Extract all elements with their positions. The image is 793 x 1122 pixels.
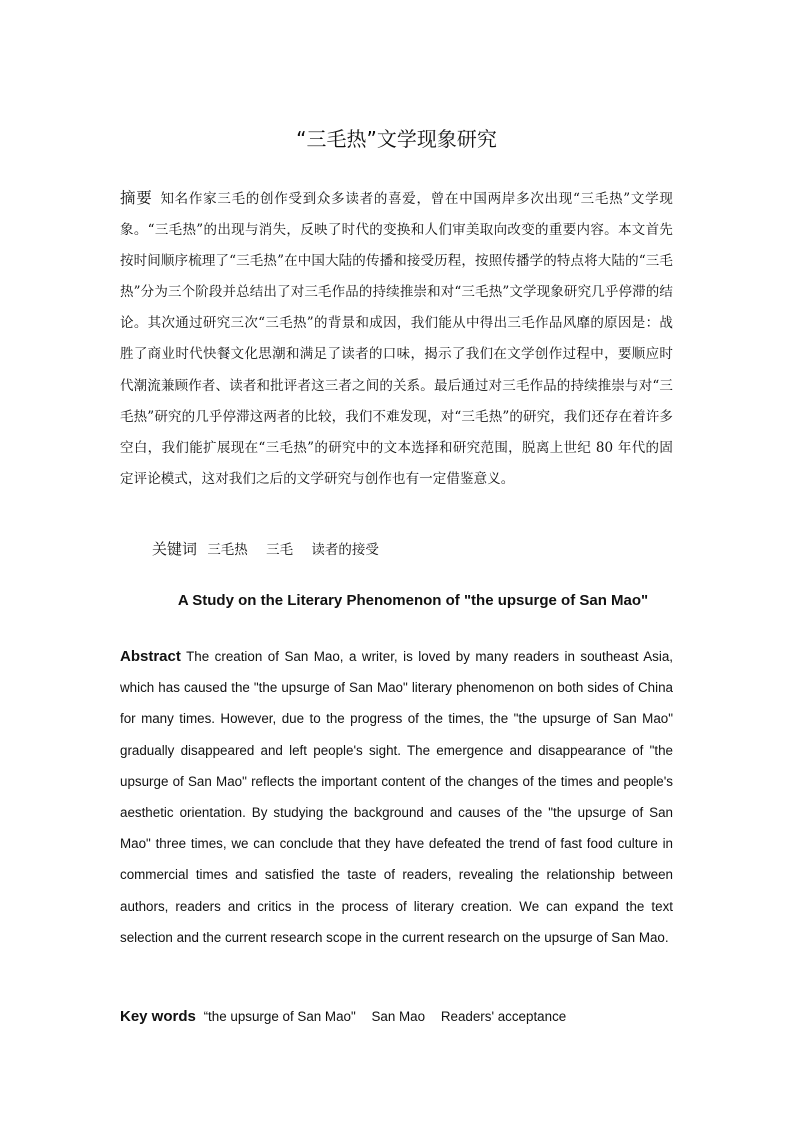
english-title: A Study on the Literary Phenomenon of "the upsurge of San Mao" xyxy=(177,592,649,609)
chinese-keyword: 读者的接受 xyxy=(311,542,379,558)
chinese-abstract-label: 摘要 xyxy=(120,189,153,207)
english-keyword: San Mao xyxy=(371,1009,426,1024)
chinese-keyword: 三毛热 xyxy=(207,542,248,558)
english-abstract xyxy=(120,641,673,953)
english-abstract-text: The creation of San Mao, a writer, is loved by many readers in southeast Asia, which has caused the "the upsurge of San Mao" literary phenomenon on both sides of China for many times. However, due to the progress of the times, the "the upsurge of San Mao" gradually disappeared and left people's sight. The emergence and disappearance of "the upsurge of San Mao" reflects the important content of the changes of the times and people's aesthetic orientation. By studying the background and causes of the "the upsurge of San Mao" three times, we can conclude that they have defeated the trend of fast food culture in commercial times and satisfied the taste of readers, revealing the relationship between authors, readers and critics in the process of literary creation. We can expand the text selection and the current research scope in the current research on the upsurge of San Mao. xyxy=(120,649,673,945)
chinese-title: “三毛热”文学现象研究 xyxy=(296,127,497,151)
english-abstract-label: Abstract xyxy=(120,648,181,665)
chinese-keyword: 三毛 xyxy=(266,542,294,558)
chinese-keywords xyxy=(152,538,393,561)
chinese-abstract-text: 知名作家三毛的创作受到众多读者的喜爱，曾在中国两岸多次出现“三毛热”文学现象。“三毛热”的出现与消失，反映了时代的变换和人们审美取向改变的重要内容。本文首先按时间顺序梳理了“三毛热”在中国大陆的传播和接受历程，按照传播学的特点将大陆的“三毛热”分为三个阶段并总结出了对三毛作品的持续推崇和对“三毛热”文学现象研究几乎停滞的结论。其次通过研究三次“三毛热”的背景和成因，我们能从中得出三毛作品风靡的原因是：战胜了商业时代快餐文化思潮和满足了读者的口味，揭示了我们在文学创作过程中，要顺应时代潮流兼顾作者、读者和批评者这三者之间的关系。最后通过对三毛作品的持续推崇与对“三毛热”研究的几乎停滞这两者的比较，我们不难发现，对“三毛热”的研究，我们还存在着许多空白，我们能扩展现在“三毛热”的研究中的文本选择和研究范围，脱离上世纪 80 年代的固定评论模式，这对我们之后的文学研究与创作也有一定借鉴意义。 xyxy=(120,191,673,487)
english-keyword: Readers' acceptance xyxy=(440,1009,567,1024)
chinese-abstract xyxy=(120,183,673,495)
english-keyword: “the upsurge of San Mao" xyxy=(203,1009,356,1024)
english-keywords-label: Key words xyxy=(120,1008,196,1025)
english-keywords xyxy=(120,1005,578,1029)
chinese-keywords-label: 关键词 xyxy=(152,540,198,558)
